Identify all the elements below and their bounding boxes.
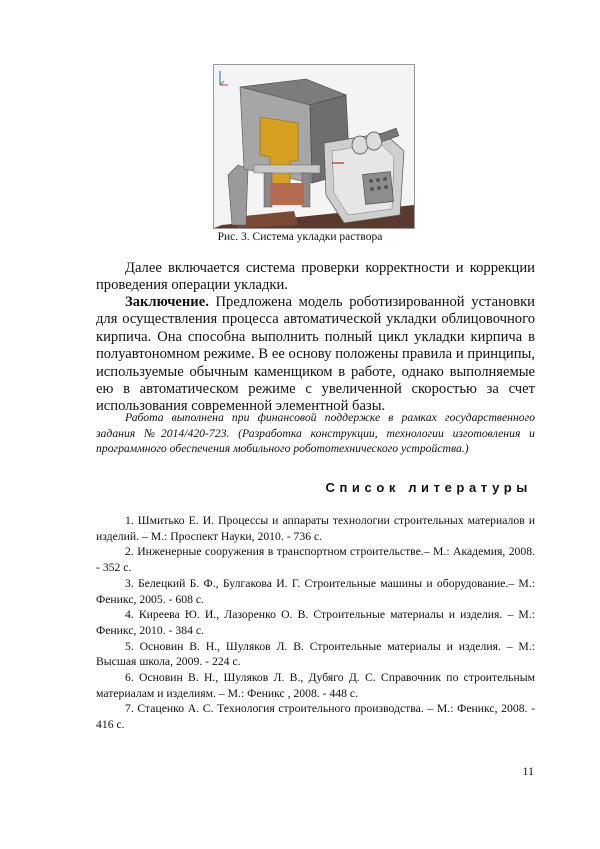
reference-item: 6. Основин В. Н., Шуляков Л. В., Дубяго Д. С. Справочник по строительным материалам и изделиям. – М.: Феникс , 2008. - 448 с.: [96, 671, 535, 700]
paragraph-conclusion: [96, 294, 535, 416]
conclusion-text: Предложена модель роботизированной установки для осуществления процесса автоматической укладки облицовочного кирпича. Она способна выполнить полный цикл укладки кирпича в полуавтономном режиме. В ее основу положены правила и принципы, используемые обычным каменщиком в работе, однако выполняемые ею в автоматическом режиме с увеличенной скоростью за счет использования современной элементной базы.: [96, 294, 535, 415]
cad-render-illustration: [214, 65, 414, 228]
reference-item: 4. Киреева Ю. И., Лазоренко О. В. Строительные материалы и изделия. – М.: Феникс, 2010. - 384 с.: [96, 608, 535, 637]
reference-item: 3. Белецкий Б. Ф., Булгакова И. Г. Строительные машины и оборудование.– М.: Феникс, 2005. - 608 с.: [96, 576, 535, 606]
references-list: [96, 513, 535, 733]
figure-mortar-laying-system: [213, 64, 415, 229]
funding-note: Работа выполнена при финансовой поддержке в рамках государственного задания №2014/420-723. (Разработка конструкции, технологии изготовления и программного обеспечения мобильного робототехнического устройства.): [96, 411, 535, 455]
reference-item: 7. Стаценко А. С. Технология строительного производства. – М.: Феникс, 2008. - 416 с.: [96, 702, 535, 732]
reference-item: 2. Инженерные сооружения в транспортном строительстве.– М.: Академия, 2008. - 352 с.: [96, 545, 535, 575]
paragraph-correction-system: Далее включается система проверки корректности и коррекции проведения операции укладки.: [96, 260, 535, 294]
page-number: 11: [522, 764, 534, 778]
reference-item: 1. Шмитько Е. И. Процессы и аппараты технологии строительных материалов и изделий. – М.: Проспект Науки, 2010. - 736 с.: [96, 514, 535, 543]
conclusion-heading: Заключение.: [125, 294, 209, 310]
reference-item: 5. Основин В. Н., Шуляков Л. В. Строительные материалы и изделия. – М.: Высшая школа, 2009. - 224 с.: [96, 639, 535, 669]
figure-caption: Рис. 3. Система укладки раствора: [217, 231, 383, 243]
references-title: Список литературы: [325, 480, 532, 495]
